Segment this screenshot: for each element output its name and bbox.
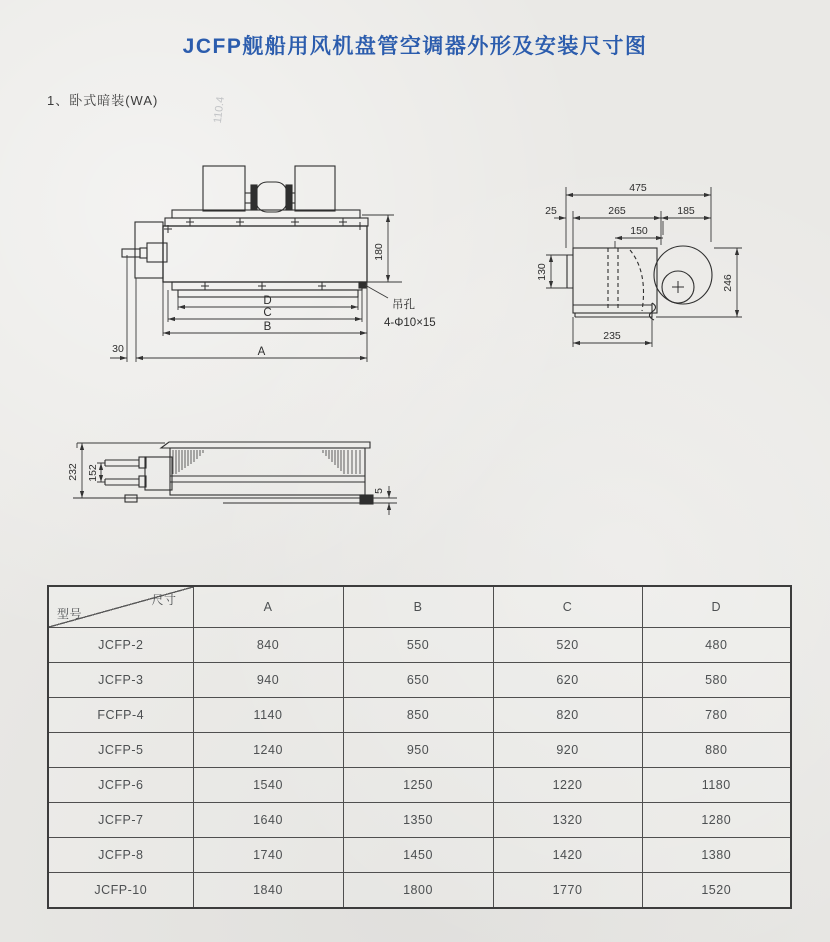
cell-value: 1350 [343,803,493,838]
dimension-table [47,585,792,909]
cell-value: 1520 [642,873,791,909]
cell-value: 1280 [642,803,791,838]
table-header-row [48,586,791,628]
table-corner-cell [48,586,193,628]
table-row [48,663,791,698]
cell-value: 840 [193,628,343,663]
table-row [48,628,791,663]
cell-model: JCFP-5 [48,733,193,768]
front-dim-a-label: A [257,346,267,358]
cell-value: 1540 [193,768,343,803]
cell-model: FCFP-4 [48,698,193,733]
cell-value: 1770 [493,873,642,909]
side-unit-outline [567,246,712,320]
table-row [48,768,791,803]
bottom-dim-5-label: 5 [373,488,385,494]
bottom-dim-152-label: 152 [87,464,99,482]
column-header-a: A [193,586,343,628]
front-hole-label: 吊孔 [392,299,415,311]
side-dim-235-label: 235 [603,330,621,342]
cell-value: 550 [343,628,493,663]
cell-value: 820 [493,698,642,733]
table-row [48,873,791,909]
cell-value: 480 [642,628,791,663]
front-dim-180-label: 180 [373,243,385,261]
bottom-coil-hatching [173,450,360,474]
side-dim-185-label: 185 [677,205,695,217]
cell-value: 1840 [193,873,343,909]
front-view-drawing [70,122,500,387]
page-title: JCFP舰船用风机盘管空调器外形及安装尺寸图 [182,35,648,58]
corner-label-dimension: 尺寸 [151,593,177,607]
cell-value: 580 [642,663,791,698]
cell-value: 850 [343,698,493,733]
cell-value: 1220 [493,768,642,803]
front-dim-b-label: B [263,321,273,333]
cell-value: 940 [193,663,343,698]
table-row [48,698,791,733]
cell-value: 1250 [343,768,493,803]
cell-value: 620 [493,663,642,698]
side-dim-150-label: 150 [630,225,648,237]
cell-value: 520 [493,628,642,663]
cell-model: JCFP-3 [48,663,193,698]
side-dim-475-label: 475 [629,182,647,194]
column-header-b: B [343,586,493,628]
corner-label-model: 型号 [57,607,83,621]
column-header-d: D [642,586,791,628]
bottom-dim-232-label: 232 [67,463,79,481]
front-plus-marks [164,218,364,290]
cell-value: 1380 [642,838,791,873]
cell-value: 1740 [193,838,343,873]
cell-value: 950 [343,733,493,768]
side-dim-130-label: 130 [536,263,548,281]
table-row [48,838,791,873]
table-row [48,803,791,838]
cell-value: 880 [642,733,791,768]
front-dim-30-label: 30 [112,343,124,355]
cell-value: 1320 [493,803,642,838]
cell-value: 780 [642,698,791,733]
front-dim-c-label: C [263,307,273,319]
cell-value: 1180 [642,768,791,803]
cell-value: 1420 [493,838,642,873]
section-label: 1、卧式暗装(WA) [47,93,159,108]
column-header-c: C [493,586,642,628]
side-view-drawing [530,175,810,365]
front-hole-spec: 4-Φ10×15 [384,317,436,329]
cell-value: 920 [493,733,642,768]
side-dim-25-label: 25 [545,205,557,217]
cell-value: 1240 [193,733,343,768]
cell-value: 1640 [193,803,343,838]
cell-value: 650 [343,663,493,698]
front-dimension-lines [110,215,402,362]
cell-model: JCFP-2 [48,628,193,663]
cell-value: 1450 [343,838,493,873]
cell-model: JCFP-7 [48,803,193,838]
bottom-view-drawing [55,412,410,530]
front-dim-d-label: D [263,295,273,307]
side-dim-265-label: 265 [608,205,626,217]
scan-watermark: 110.4 [211,96,227,124]
cell-value: 1140 [193,698,343,733]
bottom-unit-outline [73,442,373,504]
cell-value: 1800 [343,873,493,909]
cell-model: JCFP-10 [48,873,193,909]
cell-model: JCFP-6 [48,768,193,803]
cell-model: JCFP-8 [48,838,193,873]
front-unit-outline [122,166,368,297]
side-dimension-lines [546,187,742,347]
side-dim-246-label: 246 [722,274,734,292]
table-row [48,733,791,768]
